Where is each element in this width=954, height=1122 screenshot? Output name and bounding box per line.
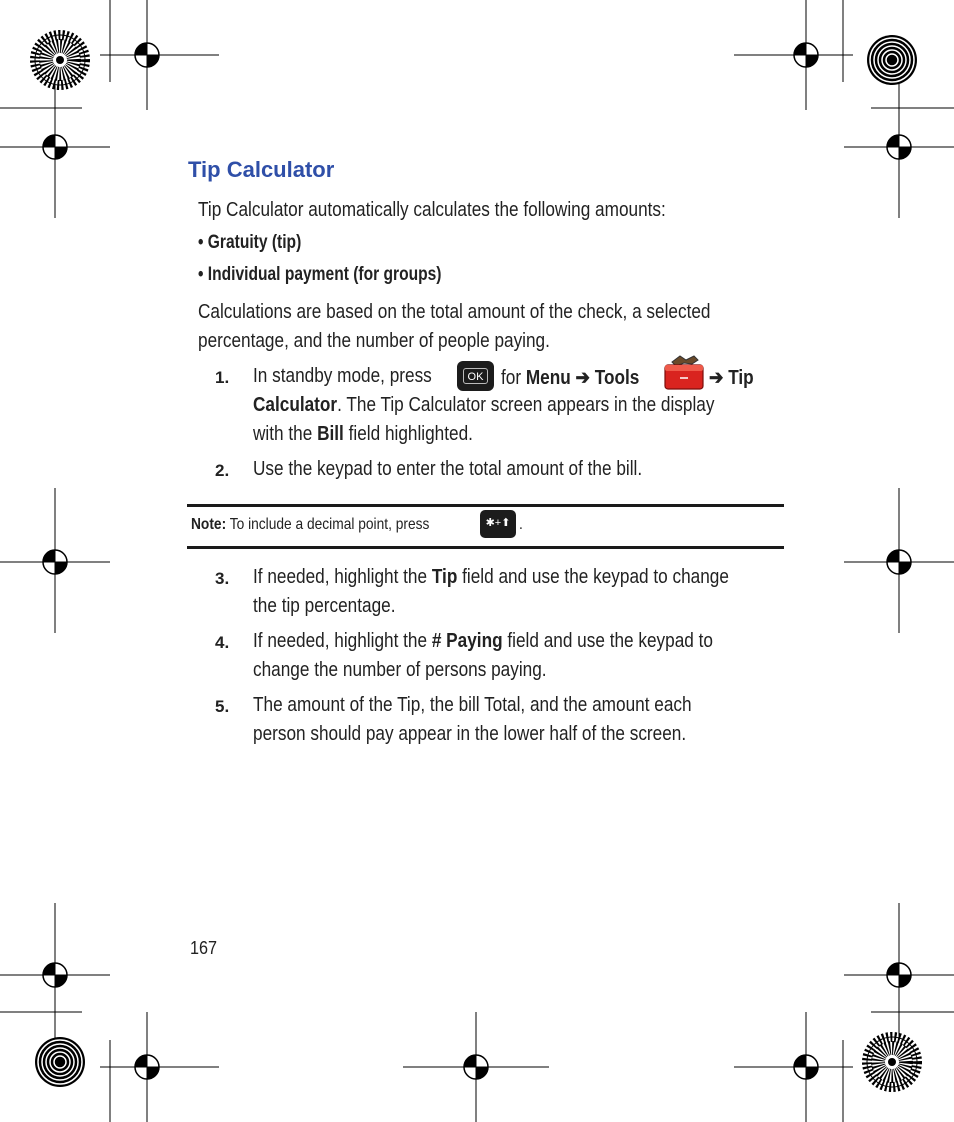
- note-label: Note:: [191, 516, 227, 533]
- bullet-individual-payment: • Individual payment (for groups): [198, 264, 442, 285]
- step-2-number: 2.: [215, 461, 230, 480]
- step-3-number: 3.: [215, 569, 230, 588]
- step-2-text: Use the keypad to enter the total amount of the bill.: [253, 458, 643, 480]
- menu-label: Menu: [525, 367, 571, 389]
- note-end: .: [519, 516, 523, 533]
- step-3-line-1: [253, 566, 729, 589]
- step-4-line-1: [253, 630, 713, 653]
- step-3-text-a: If needed, highlight the: [253, 566, 428, 588]
- step-1-line-2: [253, 394, 714, 417]
- step-5-line-2: person should pay appear in the lower half of the screen.: [253, 723, 687, 745]
- step-5-line-1: The amount of the Tip, the bill Total, and the amount each: [253, 694, 692, 716]
- step-4-text-a: If needed, highlight the: [253, 630, 428, 652]
- tip-label: Tip: [728, 367, 754, 389]
- step-1-line-1b: [501, 365, 639, 390]
- calc-line-2: percentage, and the number of people paying.: [198, 330, 550, 352]
- step-1-with: with the: [253, 423, 313, 445]
- step-1-line-3: [253, 423, 473, 446]
- bullet-gratuity: • Gratuity (tip): [198, 232, 302, 253]
- step-4-text-c: field and use the keypad to: [507, 630, 713, 652]
- step-1-line-1c: [709, 365, 754, 390]
- tip-field-label: Tip: [431, 566, 458, 588]
- note-text: [191, 516, 429, 534]
- step-3-line-2: the tip percentage.: [253, 595, 396, 617]
- page-number: 167: [190, 938, 218, 958]
- ok-key-icon: [457, 361, 494, 391]
- star-key-icon: ✱+⬆: [480, 510, 516, 538]
- step-1-number: 1.: [215, 368, 230, 387]
- arrow-1: ➔: [575, 367, 590, 389]
- tools-icon: [664, 354, 704, 390]
- step-1-rest-2: field highlighted.: [348, 423, 473, 445]
- step-5-number: 5.: [215, 697, 230, 716]
- step-1-text-for: for: [501, 367, 522, 389]
- tools-label: Tools: [594, 367, 640, 389]
- step-1-text-a: In standby mode, press: [253, 365, 432, 387]
- note-bottom-rule: [187, 546, 784, 549]
- step-4-number: 4.: [215, 633, 230, 652]
- calc-line-1: Calculations are based on the total amount of the check, a selected: [198, 301, 711, 323]
- intro-text: Tip Calculator automatically calculates the following amounts:: [198, 199, 666, 221]
- note-top-rule: [187, 504, 784, 507]
- step-4-line-2: change the number of persons paying.: [253, 659, 547, 681]
- step-1-line-1: [253, 365, 432, 388]
- paying-field-label: # Paying: [431, 630, 503, 652]
- calculator-label: Calculator: [253, 394, 338, 416]
- note-body: To include a decimal point, press: [229, 516, 430, 533]
- ok-key-label: OK: [463, 368, 488, 384]
- bill-label: Bill: [317, 423, 344, 445]
- step-1-rest-1: . The Tip Calculator screen appears in the display: [337, 394, 715, 416]
- section-title: Tip Calculator: [188, 157, 335, 182]
- arrow-2: ➔: [709, 367, 724, 389]
- step-3-text-c: field and use the keypad to change: [462, 566, 729, 588]
